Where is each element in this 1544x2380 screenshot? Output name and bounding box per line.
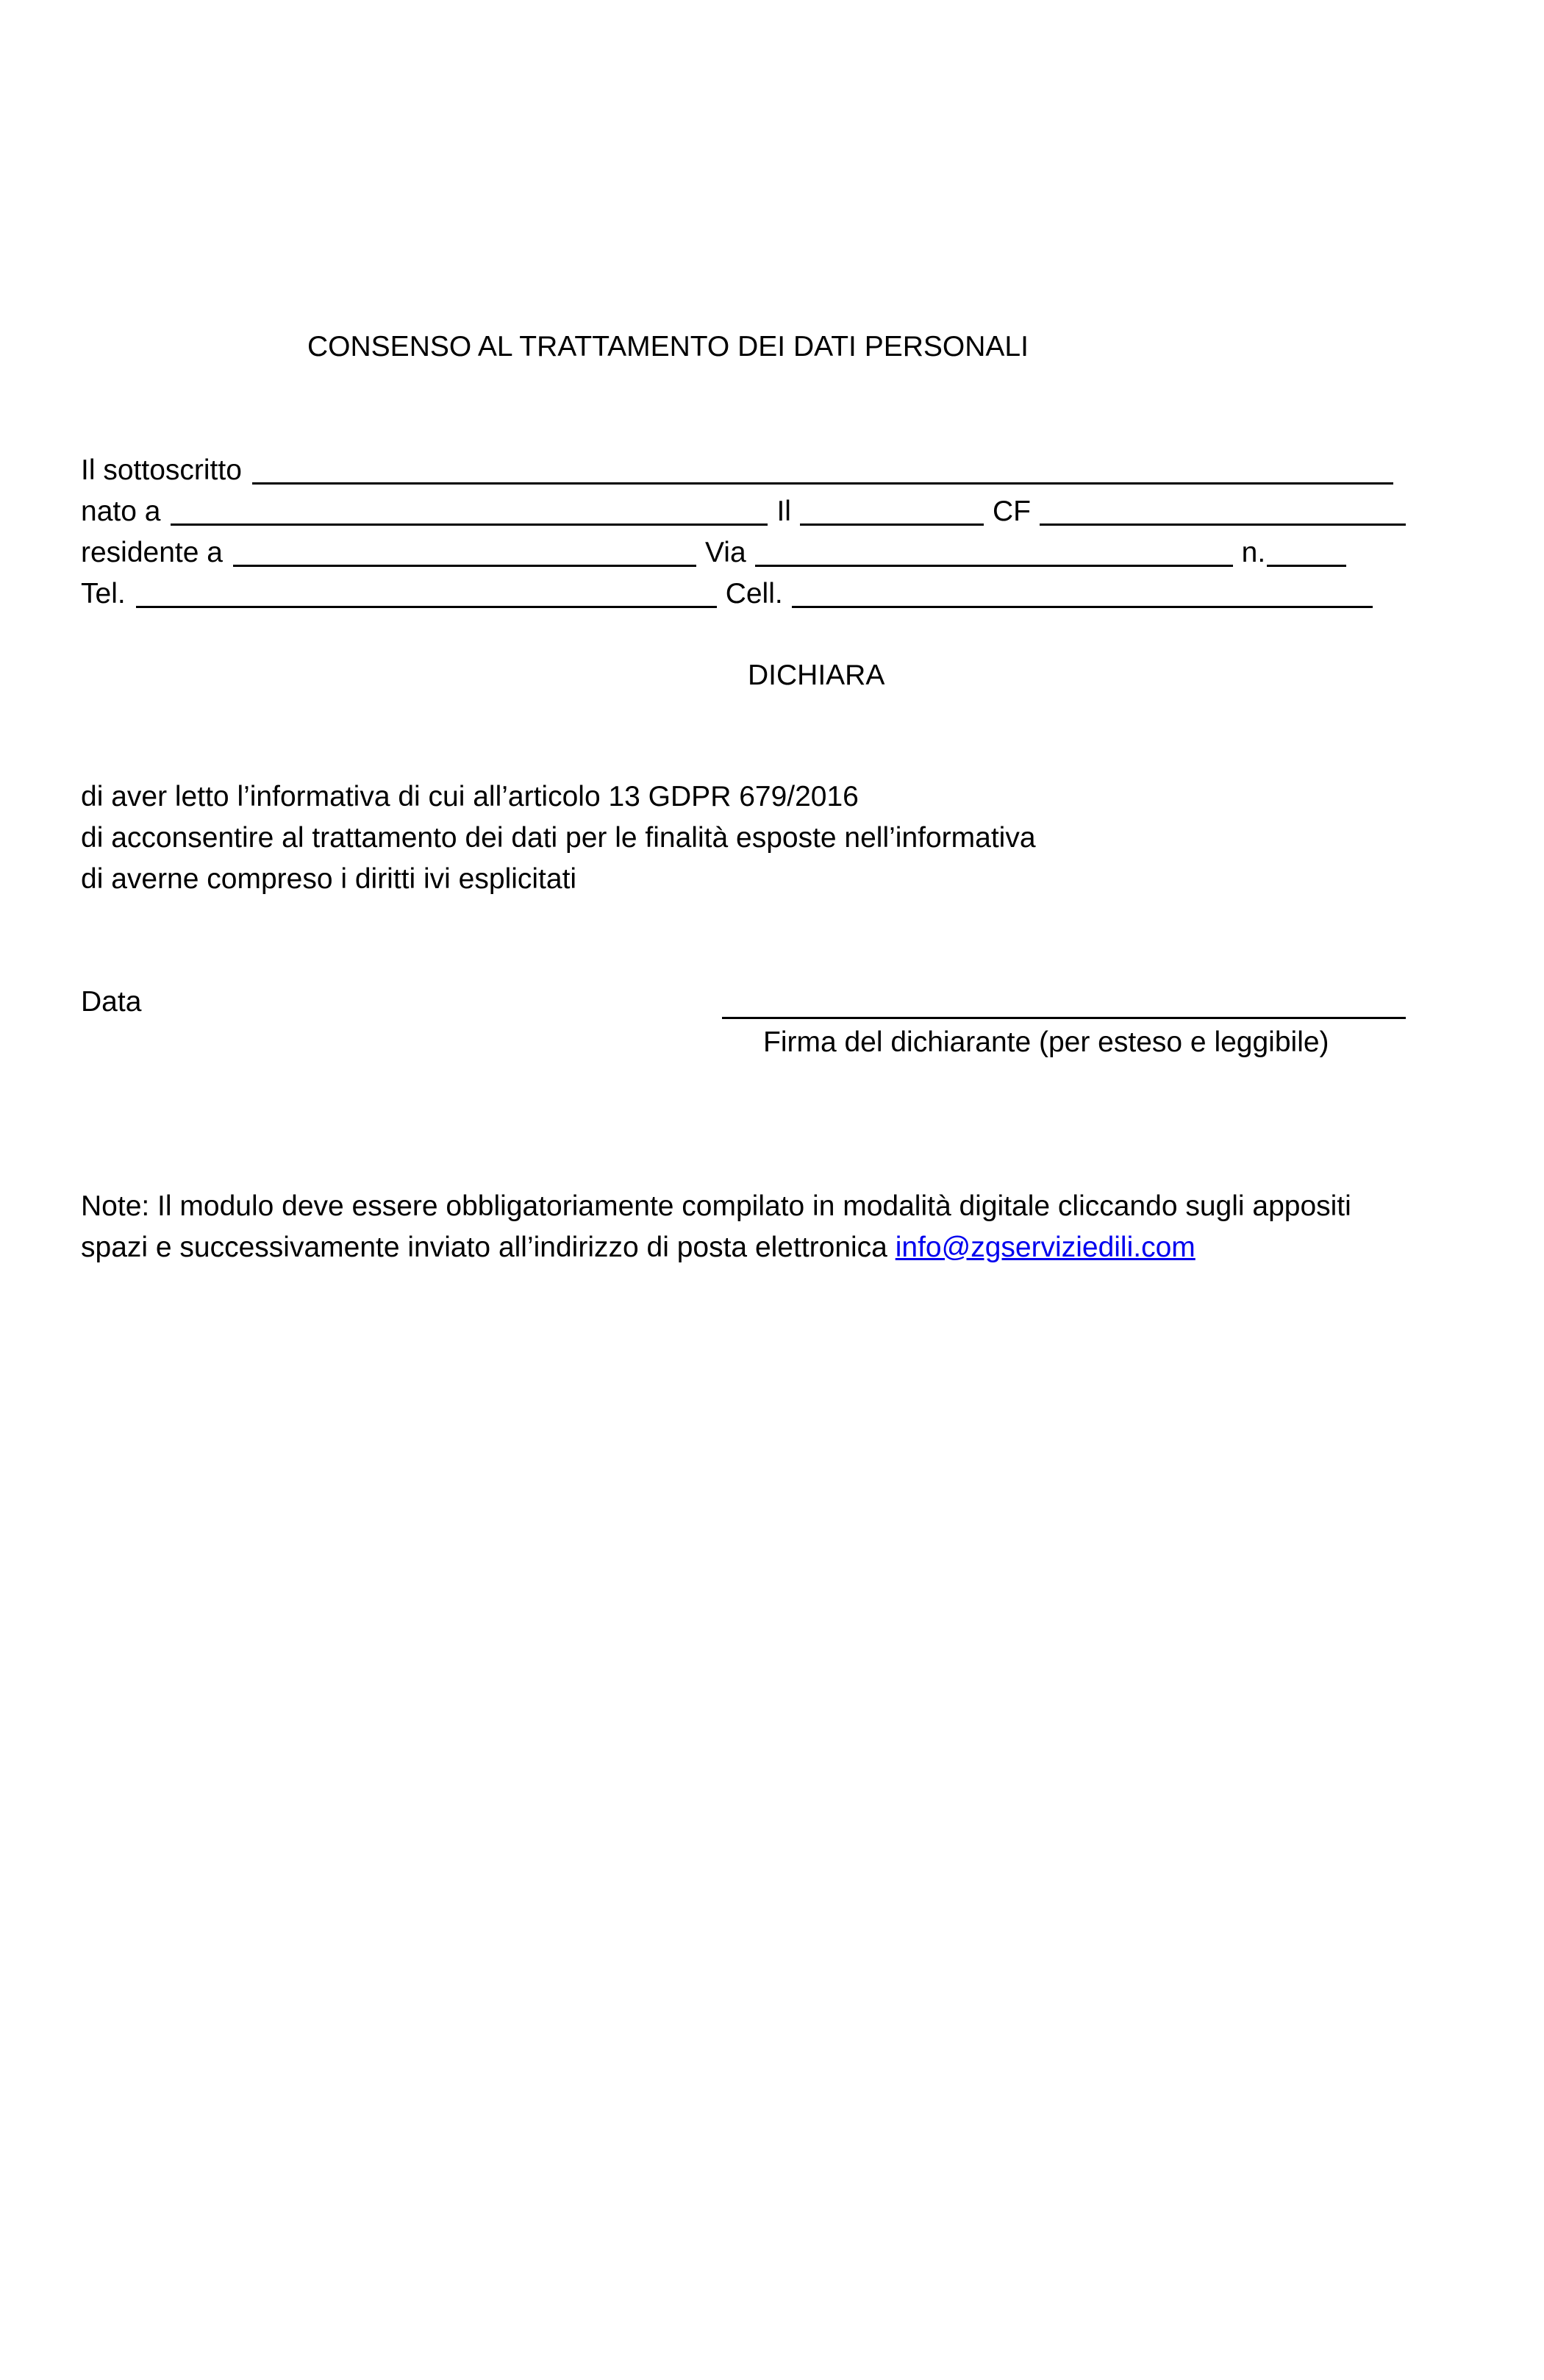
- tax-code-label: CF: [992, 496, 1031, 527]
- residence-city-field[interactable]: [233, 532, 696, 567]
- subscriber-name-field[interactable]: [252, 450, 1393, 485]
- mobile-label: Cell.: [725, 578, 783, 610]
- date-label: Data: [81, 986, 142, 1018]
- signature-field[interactable]: [722, 1017, 1406, 1019]
- residence-label: residente a: [81, 537, 223, 568]
- birthdate-label: Il: [776, 496, 791, 527]
- street-field[interactable]: [755, 532, 1233, 567]
- note-line: Note: Il modulo deve essere obbligatoriamente compilato in modalità digitale cliccando sugli appositi: [81, 1190, 1351, 1222]
- note-line: [81, 1227, 1195, 1268]
- form-row-residence: [81, 532, 1412, 573]
- note-line-text: spazi e successivamente inviato all’indirizzo di posta elettronica: [81, 1232, 896, 1263]
- street-label: Via: [704, 537, 746, 568]
- birthplace-label: nato a: [81, 496, 161, 527]
- phone-label: Tel.: [81, 578, 126, 610]
- birthplace-field[interactable]: [171, 491, 768, 526]
- mobile-field[interactable]: [792, 573, 1373, 608]
- form-row-birth: [81, 491, 1412, 532]
- signature-caption: Firma del dichiarante (per esteso e leggibile): [763, 1026, 1329, 1058]
- email-link[interactable]: info@zgserviziedili.com: [895, 1232, 1195, 1263]
- birthdate-field[interactable]: [800, 491, 984, 526]
- declares-heading: DICHIARA: [748, 660, 885, 691]
- street-number-field[interactable]: [1267, 532, 1346, 567]
- tax-code-field[interactable]: [1040, 491, 1406, 526]
- phone-field[interactable]: [136, 573, 717, 608]
- document-title: CONSENSO AL TRATTAMENTO DEI DATI PERSONALI: [307, 331, 1029, 362]
- form-row-contacts: [81, 573, 1412, 615]
- declaration-item: di averne compreso i diritti ivi esplicitati: [81, 863, 577, 895]
- subscriber-label: Il sottoscritto: [81, 454, 242, 486]
- declaration-item: di acconsentire al trattamento dei dati per le finalità esposte nell’informativa: [81, 822, 1036, 854]
- declaration-item: di aver letto l’informativa di cui all’articolo 13 GDPR 679/2016: [81, 781, 859, 812]
- form-row-subscriber: [81, 450, 1412, 491]
- street-number-label: n.: [1241, 537, 1266, 568]
